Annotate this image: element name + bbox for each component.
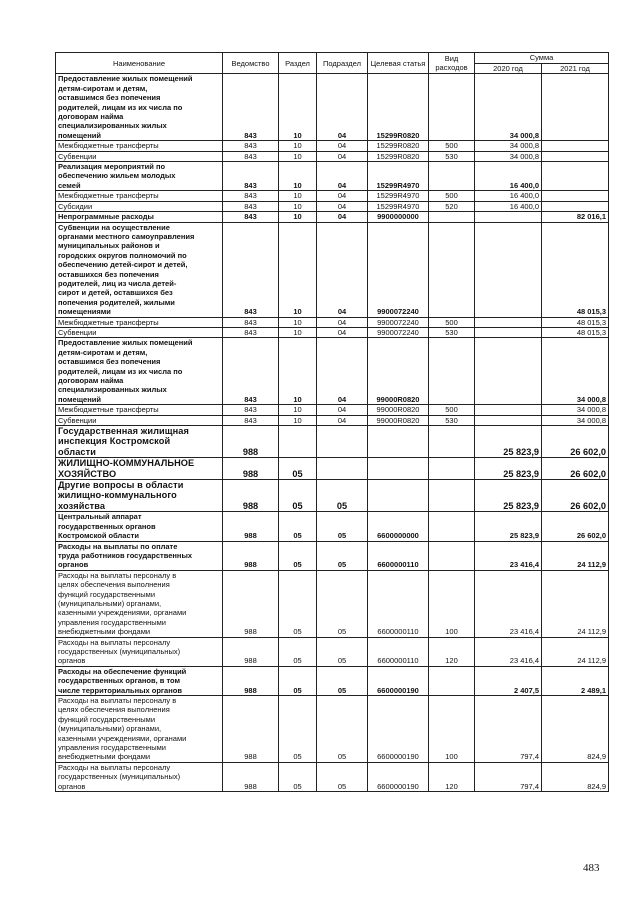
cell-target: 9900072240 (368, 222, 429, 317)
cell-subsection (317, 458, 368, 480)
cell-section: 05 (279, 458, 317, 480)
cell-sum-2020: 23 416,4 (475, 637, 542, 666)
cell-subsection: 04 (317, 162, 368, 191)
cell-subsection: 05 (317, 762, 368, 791)
cell-target: 6600000110 (368, 570, 429, 637)
header-2020: 2020 год (475, 64, 542, 74)
cell-subsection: 04 (317, 338, 368, 405)
cell-dept: 843 (223, 201, 279, 211)
cell-target: 6600000110 (368, 541, 429, 570)
cell-dept: 988 (223, 426, 279, 458)
cell-subsection: 04 (317, 141, 368, 151)
cell-dept: 843 (223, 405, 279, 415)
cell-dept: 843 (223, 151, 279, 161)
cell-name: Субвенции (56, 415, 223, 425)
cell-exptype: 530 (429, 327, 475, 337)
cell-section: 10 (279, 327, 317, 337)
cell-name: Непрограммные расходы (56, 212, 223, 222)
cell-section: 10 (279, 222, 317, 317)
cell-dept: 843 (223, 338, 279, 405)
cell-name: Субсидии (56, 201, 223, 211)
cell-subsection: 05 (317, 666, 368, 695)
cell-sum-2021: 48 015,3 (542, 317, 609, 327)
cell-name: Межбюджетные трансферты (56, 141, 223, 151)
cell-exptype: 500 (429, 191, 475, 201)
cell-exptype (429, 162, 475, 191)
cell-name: Расходы на обеспечение функций государственных органов, в том числе территориальных органов (56, 666, 223, 695)
cell-name: Субвенции на осуществление органами местного самоуправления муниципальных районов и городских округов полномочий по обеспечению детей-сирот и детей, оставшихся без попечения родителей, лиц из числа детей- сирот и детей, оставшихся без попечения родителей, жилыми помещениями (56, 222, 223, 317)
cell-name: Межбюджетные трансферты (56, 317, 223, 327)
cell-sum-2021: 2 489,1 (542, 666, 609, 695)
cell-sum-2021: 34 000,8 (542, 415, 609, 425)
cell-subsection (317, 426, 368, 458)
cell-sum-2020: 25 823,9 (475, 480, 542, 512)
cell-subsection: 04 (317, 74, 368, 141)
cell-sum-2020: 25 823,9 (475, 512, 542, 541)
cell-name: Расходы на выплаты персоналу в целях обеспечения выполнения функций государственными (муниципальными) органами, казенными учреждениями, органами управления государственными внебюджетными фондами (56, 696, 223, 763)
cell-section: 10 (279, 141, 317, 151)
cell-sum-2020 (475, 405, 542, 415)
cell-sum-2020: 797,4 (475, 762, 542, 791)
cell-subsection: 05 (317, 570, 368, 637)
table-row (56, 201, 609, 211)
cell-target: 15299R0820 (368, 74, 429, 141)
cell-dept: 988 (223, 512, 279, 541)
cell-dept: 843 (223, 415, 279, 425)
table-row (56, 74, 609, 141)
cell-sum-2021: 26 602,0 (542, 426, 609, 458)
cell-section: 05 (279, 666, 317, 695)
table-row (56, 426, 609, 458)
table-row (56, 666, 609, 695)
cell-exptype: 530 (429, 415, 475, 425)
cell-subsection: 05 (317, 541, 368, 570)
table-body (56, 74, 609, 792)
cell-dept: 843 (223, 212, 279, 222)
cell-dept: 988 (223, 458, 279, 480)
cell-section (279, 426, 317, 458)
table-row (56, 327, 609, 337)
cell-sum-2021: 34 000,8 (542, 405, 609, 415)
cell-dept: 988 (223, 480, 279, 512)
cell-section: 10 (279, 212, 317, 222)
cell-subsection: 05 (317, 696, 368, 763)
table-row (56, 317, 609, 327)
cell-sum-2020 (475, 222, 542, 317)
cell-target (368, 458, 429, 480)
cell-exptype (429, 222, 475, 317)
table-row (56, 212, 609, 222)
cell-sum-2020: 25 823,9 (475, 426, 542, 458)
cell-section: 05 (279, 541, 317, 570)
cell-sum-2020: 16 400,0 (475, 191, 542, 201)
cell-name: Центральный аппарат государственных органов Костромской области (56, 512, 223, 541)
cell-subsection: 04 (317, 191, 368, 201)
cell-target: 15299R4970 (368, 191, 429, 201)
cell-dept: 988 (223, 696, 279, 763)
cell-sum-2021 (542, 162, 609, 191)
cell-sum-2021: 26 602,0 (542, 480, 609, 512)
cell-target: 6600000190 (368, 696, 429, 763)
table-row (56, 222, 609, 317)
budget-table (55, 52, 609, 792)
cell-name: Расходы на выплаты персоналу государственных (муниципальных) органов (56, 762, 223, 791)
cell-exptype (429, 212, 475, 222)
cell-sum-2021 (542, 191, 609, 201)
cell-target: 99000R0820 (368, 415, 429, 425)
cell-sum-2021 (542, 141, 609, 151)
cell-subsection: 05 (317, 480, 368, 512)
cell-exptype: 120 (429, 637, 475, 666)
cell-name: Межбюджетные трансферты (56, 405, 223, 415)
cell-exptype: 120 (429, 762, 475, 791)
cell-subsection: 04 (317, 201, 368, 211)
cell-name: Предоставление жилых помещений детям-сиротам и детям, оставшимся без попечения родителей, лицам из их числа по договорам найма специализированных жилых помещений (56, 338, 223, 405)
cell-subsection: 05 (317, 512, 368, 541)
cell-section: 10 (279, 317, 317, 327)
cell-target: 6600000190 (368, 666, 429, 695)
cell-subsection: 04 (317, 415, 368, 425)
cell-sum-2020 (475, 338, 542, 405)
cell-name: Государственная жилищная инспекция Костромской области (56, 426, 223, 458)
cell-sum-2021: 26 602,0 (542, 512, 609, 541)
page-number: 483 (583, 862, 600, 874)
cell-sum-2020: 25 823,9 (475, 458, 542, 480)
cell-sum-2021: 82 016,1 (542, 212, 609, 222)
cell-sum-2020: 2 407,5 (475, 666, 542, 695)
cell-target: 9900072240 (368, 317, 429, 327)
cell-sum-2020 (475, 212, 542, 222)
cell-sum-2021 (542, 151, 609, 161)
table-row (56, 338, 609, 405)
cell-section: 05 (279, 696, 317, 763)
cell-name: Расходы на выплаты персоналу государственных (муниципальных) органов (56, 637, 223, 666)
cell-section: 10 (279, 151, 317, 161)
table-row (56, 480, 609, 512)
cell-exptype (429, 512, 475, 541)
cell-target: 99000R0820 (368, 338, 429, 405)
cell-exptype (429, 666, 475, 695)
table-row (56, 637, 609, 666)
cell-sum-2020 (475, 317, 542, 327)
cell-sum-2021: 26 602,0 (542, 458, 609, 480)
header-sum: Сумма (475, 53, 609, 64)
cell-section: 10 (279, 201, 317, 211)
cell-section: 05 (279, 512, 317, 541)
cell-name: ЖИЛИЩНО-КОММУНАЛЬНОЕ ХОЗЯЙСТВО (56, 458, 223, 480)
cell-name: Субвенции (56, 327, 223, 337)
cell-sum-2021 (542, 74, 609, 141)
table-row (56, 415, 609, 425)
cell-exptype: 100 (429, 570, 475, 637)
header-target: Целевая статья (368, 53, 429, 74)
cell-target: 15299R0820 (368, 141, 429, 151)
cell-target: 15299R0820 (368, 151, 429, 161)
cell-exptype: 500 (429, 405, 475, 415)
cell-dept: 843 (223, 162, 279, 191)
cell-name: Субвенции (56, 151, 223, 161)
cell-dept: 843 (223, 222, 279, 317)
cell-exptype: 500 (429, 141, 475, 151)
table-row (56, 512, 609, 541)
header-dept: Ведомство (223, 53, 279, 74)
cell-section: 05 (279, 570, 317, 637)
table-row (56, 762, 609, 791)
cell-subsection: 04 (317, 405, 368, 415)
table-row (56, 541, 609, 570)
cell-exptype (429, 458, 475, 480)
table-row (56, 696, 609, 763)
cell-name: Реализация мероприятий по обеспечению жильем молодых семей (56, 162, 223, 191)
table-row (56, 405, 609, 415)
cell-sum-2020: 16 400,0 (475, 162, 542, 191)
cell-exptype (429, 541, 475, 570)
cell-sum-2020: 23 416,4 (475, 570, 542, 637)
cell-target (368, 426, 429, 458)
header-2021: 2021 год (542, 64, 609, 74)
cell-subsection: 04 (317, 317, 368, 327)
table-row (56, 570, 609, 637)
cell-target: 6600000190 (368, 762, 429, 791)
cell-name: Предоставление жилых помещений детям-сиротам и детям, оставшимся без попечения родителей, лицам из их числа по договорам найма специализированных жилых помещений (56, 74, 223, 141)
cell-dept: 988 (223, 541, 279, 570)
table-row (56, 191, 609, 201)
cell-dept: 843 (223, 141, 279, 151)
cell-target: 15299R4970 (368, 162, 429, 191)
cell-dept: 988 (223, 637, 279, 666)
cell-sum-2020: 34 000,8 (475, 141, 542, 151)
cell-sum-2020 (475, 415, 542, 425)
cell-section: 10 (279, 74, 317, 141)
cell-section: 10 (279, 405, 317, 415)
cell-target: 6600000000 (368, 512, 429, 541)
cell-target: 9900072240 (368, 327, 429, 337)
cell-name: Расходы на выплаты персоналу в целях обеспечения выполнения функций государственными (муниципальными) органами, казенными учреждениями, органами управления государственными внебюджетными фондами (56, 570, 223, 637)
cell-sum-2020: 23 416,4 (475, 541, 542, 570)
cell-section: 10 (279, 415, 317, 425)
cell-dept: 843 (223, 74, 279, 141)
cell-dept: 843 (223, 327, 279, 337)
cell-exptype (429, 480, 475, 512)
cell-name: Расходы на выплаты по оплате труда работников государственных органов (56, 541, 223, 570)
cell-exptype: 100 (429, 696, 475, 763)
cell-target: 6600000110 (368, 637, 429, 666)
cell-sum-2021: 48 015,3 (542, 222, 609, 317)
cell-sum-2021: 24 112,9 (542, 570, 609, 637)
cell-subsection: 04 (317, 151, 368, 161)
cell-sum-2021: 24 112,9 (542, 637, 609, 666)
cell-exptype: 500 (429, 317, 475, 327)
header-section: Раздел (279, 53, 317, 74)
cell-dept: 988 (223, 570, 279, 637)
cell-sum-2021: 824,9 (542, 762, 609, 791)
cell-sum-2020: 34 000,8 (475, 74, 542, 141)
cell-sum-2020: 16 400,0 (475, 201, 542, 211)
cell-dept: 843 (223, 191, 279, 201)
cell-dept: 988 (223, 666, 279, 695)
cell-target: 99000R0820 (368, 405, 429, 415)
cell-sum-2021: 34 000,8 (542, 338, 609, 405)
header-subsection: Подраздел (317, 53, 368, 74)
cell-sum-2020: 34 000,8 (475, 151, 542, 161)
cell-name: Другие вопросы в области жилищно-коммунального хозяйства (56, 480, 223, 512)
cell-sum-2020 (475, 327, 542, 337)
cell-exptype: 520 (429, 201, 475, 211)
cell-section: 05 (279, 637, 317, 666)
table-header (56, 53, 609, 74)
cell-section: 10 (279, 162, 317, 191)
cell-subsection: 04 (317, 327, 368, 337)
table-row (56, 162, 609, 191)
cell-section: 10 (279, 191, 317, 201)
header-name: Наименование (56, 53, 223, 74)
cell-target: 15299R4970 (368, 201, 429, 211)
cell-subsection: 04 (317, 212, 368, 222)
cell-target: 9900000000 (368, 212, 429, 222)
cell-section: 10 (279, 338, 317, 405)
cell-subsection: 04 (317, 222, 368, 317)
cell-sum-2021: 48 015,3 (542, 327, 609, 337)
cell-subsection: 05 (317, 637, 368, 666)
cell-sum-2020: 797,4 (475, 696, 542, 763)
cell-section: 05 (279, 762, 317, 791)
cell-exptype (429, 338, 475, 405)
table-row (56, 151, 609, 161)
cell-exptype (429, 74, 475, 141)
cell-exptype (429, 426, 475, 458)
cell-target (368, 480, 429, 512)
header-exptype: Вид расходов (429, 53, 475, 74)
cell-name: Межбюджетные трансферты (56, 191, 223, 201)
cell-sum-2021 (542, 201, 609, 211)
cell-section: 05 (279, 480, 317, 512)
table-row (56, 141, 609, 151)
cell-sum-2021: 24 112,9 (542, 541, 609, 570)
table-row (56, 458, 609, 480)
cell-dept: 843 (223, 317, 279, 327)
cell-sum-2021: 824,9 (542, 696, 609, 763)
cell-dept: 988 (223, 762, 279, 791)
cell-exptype: 530 (429, 151, 475, 161)
